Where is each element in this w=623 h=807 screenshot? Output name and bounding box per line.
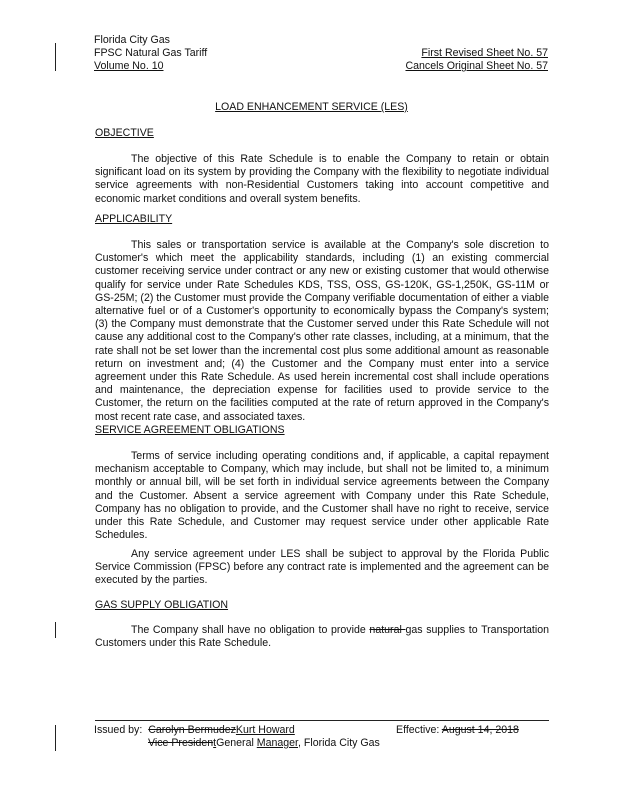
effective-label: Effective:	[396, 724, 442, 736]
footer-row-title	[94, 737, 550, 750]
issued-by-label: Issued by:	[94, 724, 143, 736]
objective-paragraph	[95, 153, 549, 206]
gas-supply-text	[95, 624, 549, 650]
footer-divider	[95, 720, 549, 721]
applicability-text: This sales or transportation service is available at the Company's sole discretion to Customer's which meet the applicability standards, including (1) an existing commercial customer receiving service under contract or any new or existing customer that would otherwise qualify for service under Rate Schedules KDS, TSS, OSS, GS-120K, GS-1,250K, GS-11M or GS-25M; (2) the Customer must provide the Company verifiable documentation of either a viable alternative fuel or of a Customer's opportunity to economically bypass the Company's system; (3) the Company must demonstrate that the Customer served under this Rate Schedule will not cause any additional cost to the Company's other rate classes, including, at a minimum, that the rate shall not be set lower than the incremental cost plus some additional amount as reasonable return on investment and; (4) the Customer and the Company must enter into a service agreement under this Rate Schedule. As used herein incremental cost shall include operations and maintenance, the depreciation expense for facilities used to provide service to the Customer, the return on the facilities computed at the rate of return approved in the Company's most recent rate case, and associated taxes.	[95, 239, 549, 423]
title-rest: , Florida City Gas	[298, 737, 380, 749]
gas-supply-heading: GAS SUPPLY OBLIGATION	[95, 599, 229, 611]
revision-bar-gas-supply	[55, 622, 56, 638]
volume-number: Volume No. 10	[94, 60, 164, 72]
tariff-name: FPSC Natural Gas Tariff	[94, 47, 208, 59]
title-new: General	[216, 737, 257, 749]
title-manager: Manager	[256, 737, 298, 749]
gas-supply-text-before: The Company shall have no obligation to provide	[131, 624, 370, 636]
service-agreement-heading: SERVICE AGREEMENT OBLIGATIONS	[95, 424, 285, 436]
effective-struck: August 14, 2018	[441, 724, 519, 736]
gas-supply-paragraph	[95, 624, 549, 650]
service-agreement-paragraph-1	[95, 450, 549, 542]
gas-supply-text-after: gas supplies to Transportation Customers under this Rate Schedule.	[95, 624, 549, 650]
applicability-heading: APPLICABILITY	[95, 213, 173, 225]
effective-date	[396, 724, 519, 737]
footer	[94, 724, 550, 750]
title-struck: Vice Presiden	[148, 737, 214, 749]
cancels-sheet: Cancels Original Sheet No. 57	[405, 60, 548, 72]
issuer-struck: Carolyn Bermudez	[148, 724, 236, 736]
sheet-number: First Revised Sheet No. 57	[421, 47, 548, 59]
gas-supply-struck-word: natural	[369, 624, 406, 636]
issuer-name: Kurt Howard	[235, 724, 295, 736]
company-name: Florida City Gas	[94, 34, 170, 46]
header-right	[340, 47, 548, 73]
page-title: LOAD ENHANCEMENT SERVICE (LES)	[215, 101, 408, 113]
service-agreement-paragraph-2	[95, 548, 549, 588]
applicability-paragraph	[95, 239, 549, 424]
objective-text: The objective of this Rate Schedule is to enable the Company to retain or obtain significant load on its system by providing the Company with the flexibility to negotiate individual service agreements with non-Residential Customers taking into account competitive and economic market conditions and overall system benefits.	[95, 153, 549, 205]
revision-bar-header	[55, 43, 56, 71]
service-agreement-text-1: Terms of service including operating conditions and, if applicable, a capital repayment mechanism acceptable to Company, which may include, but shall not be limited to, a minimum monthly or annual bill, will be set forth in individual service agreements between the Company and the Customer. Absent a service agreement with Company under this Rate Schedule, Company has no obligation to provide, and the Customer shall have no right to receive, service under this Rate Schedule, and Customer may request service under other applicable Rate Schedules.	[95, 450, 549, 542]
objective-heading: OBJECTIVE	[95, 127, 154, 139]
service-agreement-text-2: Any service agreement under LES shall be subject to approval by the Florida Public Service Commission (FPSC) before any contract rate is implemented and the agreement can be executed by the parties.	[95, 548, 549, 587]
title-mid: t	[213, 737, 217, 749]
header-left	[94, 34, 207, 73]
footer-row-issued	[94, 724, 550, 737]
revision-bar-footer	[55, 725, 56, 751]
